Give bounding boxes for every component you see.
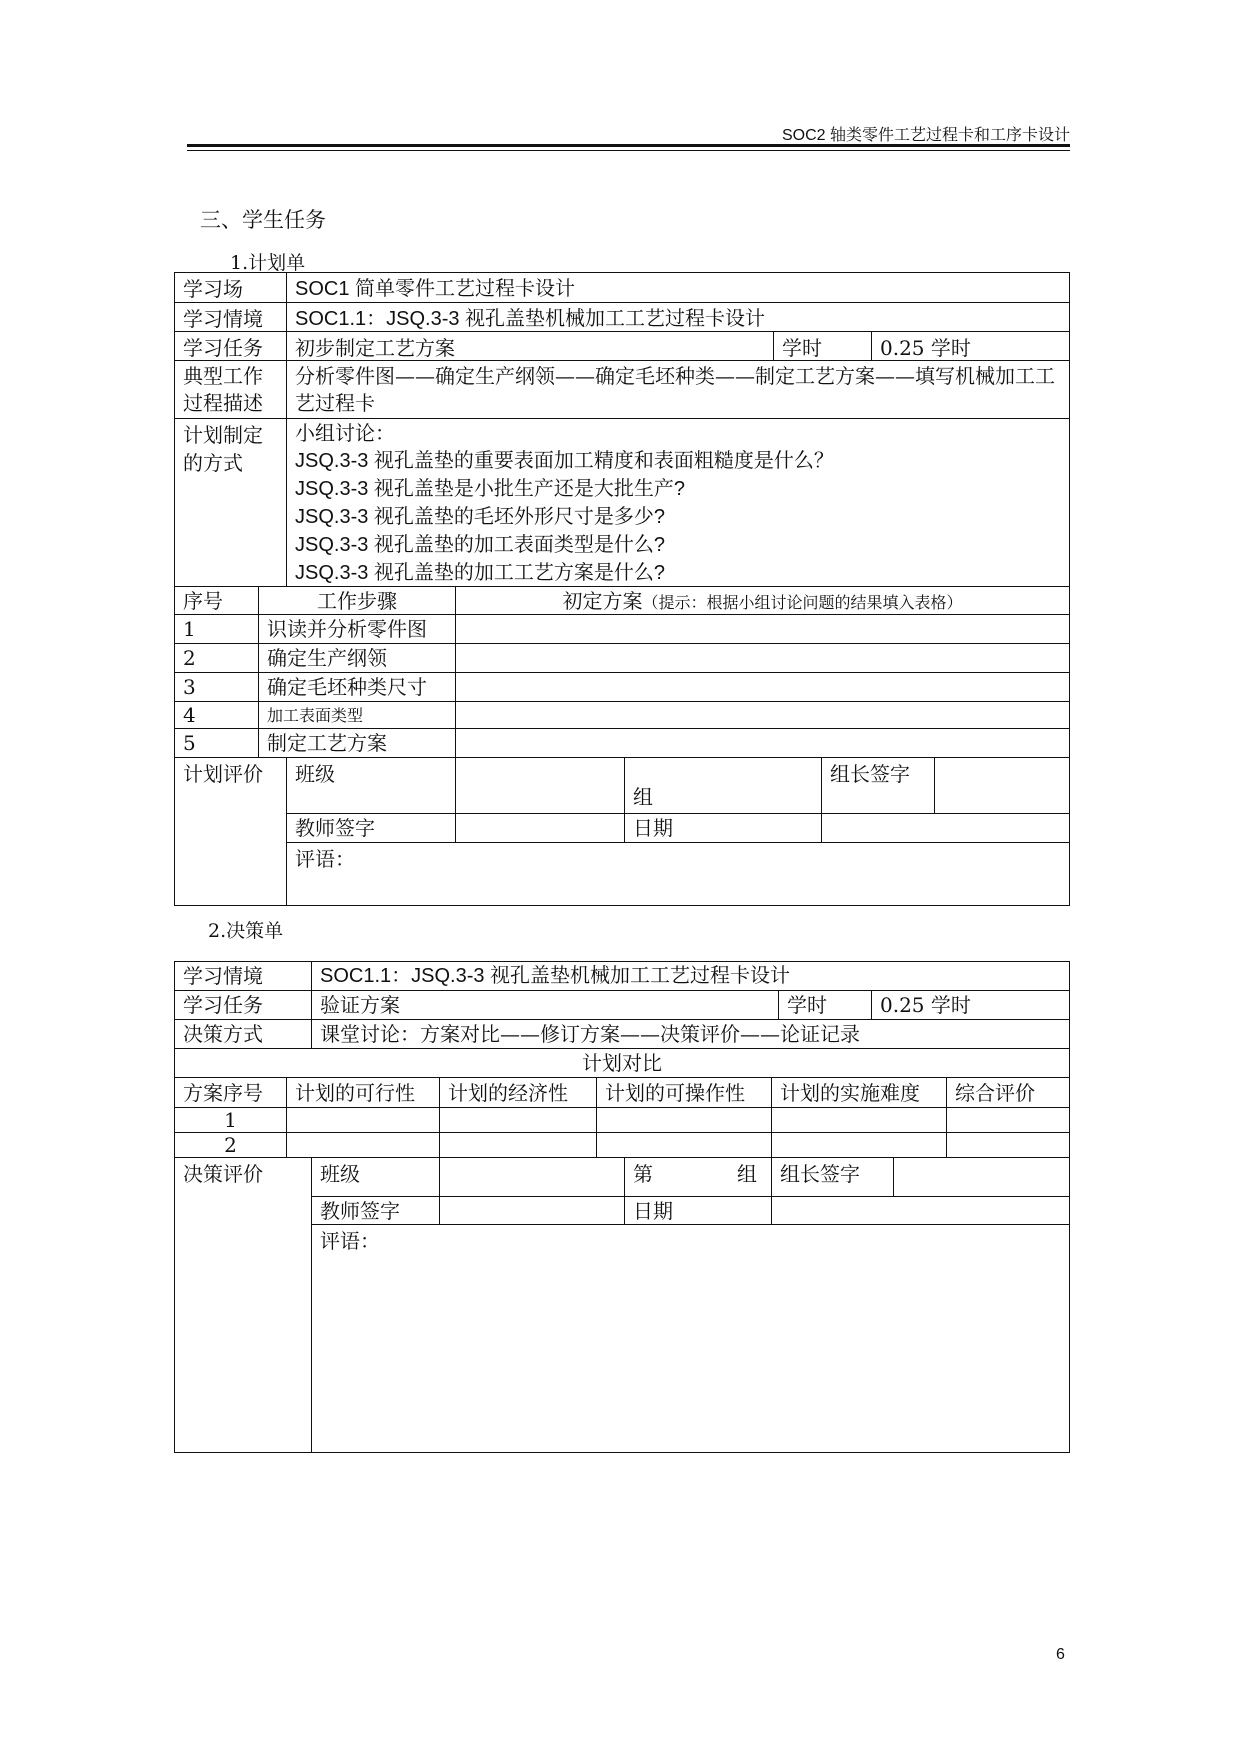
dec-eval-label: 决策评价 xyxy=(175,1158,312,1452)
method-line: JSQ.3-3 视孔盖垫的毛坯外形尺寸是多少? xyxy=(295,506,666,528)
step-name: 制定工艺方案 xyxy=(259,729,456,758)
dec-date-value[interactable] xyxy=(772,1197,1069,1225)
plan-group-cell xyxy=(625,758,822,814)
method-line: JSQ.3-3 视孔盖垫是小批生产还是大批生产? xyxy=(295,478,686,500)
step-no: 2 xyxy=(175,644,259,673)
dec-group-prefix: 第 xyxy=(633,1162,653,1186)
plan-class-value[interactable] xyxy=(456,758,625,814)
compare-col-header: 综合评价 xyxy=(947,1078,1069,1108)
compare-col-header: 计划的经济性 xyxy=(440,1078,597,1108)
step-no: 1 xyxy=(175,615,259,644)
method-label: 计划制定的方式 xyxy=(175,419,287,587)
plan-date-value[interactable] xyxy=(822,814,1069,843)
compare-cell[interactable] xyxy=(947,1108,1069,1133)
dec-leader-label: 组长签字 xyxy=(772,1158,894,1197)
dec-situation-value: SOC1.1：JSQ.3-3 视孔盖垫机械加工工艺过程卡设计 xyxy=(312,962,1069,991)
dec-method-value: 课堂讨论：方案对比——修订方案——决策评价——论证记录 xyxy=(312,1020,1069,1049)
process-value: 分析零件图——确定生产纲领——确定毛坯种类——制定工艺方案——填写机械加工工艺过程卡 xyxy=(287,361,1069,419)
decision-table xyxy=(174,961,1070,1453)
plan-leader-label: 组长签字 xyxy=(822,758,935,814)
plan-heading: 1.计划单 xyxy=(230,252,306,274)
section-title: 三、学生任务 xyxy=(200,208,326,232)
compare-col-header: 方案序号 xyxy=(175,1078,287,1108)
field-value: SOC1 简单零件工艺过程卡设计 xyxy=(287,273,1069,303)
compare-col-header: 计划的可操作性 xyxy=(597,1078,772,1108)
step-plan-cell[interactable] xyxy=(456,702,1069,729)
compare-cell[interactable] xyxy=(287,1108,440,1133)
page-number: 6 xyxy=(1056,1646,1065,1663)
method-line: 小组讨论： xyxy=(295,421,395,445)
hours-label: 学时 xyxy=(774,332,872,361)
compare-cell[interactable] xyxy=(597,1133,772,1158)
step-no: 5 xyxy=(175,729,259,758)
dec-group-cell xyxy=(625,1158,772,1197)
process-label: 典型工作过程描述 xyxy=(175,361,287,419)
step-name: 识读并分析零件图 xyxy=(259,615,456,644)
dec-situation-label: 学习情境 xyxy=(175,962,312,991)
dec-group-label: 组 xyxy=(737,1162,757,1186)
dec-task-label: 学习任务 xyxy=(175,991,312,1020)
header-rule-thin xyxy=(187,150,1070,151)
compare-cell[interactable] xyxy=(440,1108,597,1133)
method-line: JSQ.3-3 视孔盖垫的加工工艺方案是什么? xyxy=(295,562,666,584)
compare-cell[interactable] xyxy=(287,1133,440,1158)
plan-teacher-label: 教师签字 xyxy=(287,814,456,843)
dec-teacher-label: 教师签字 xyxy=(312,1197,440,1225)
step-no: 3 xyxy=(175,673,259,702)
dec-comment[interactable]: 评语： xyxy=(320,1229,380,1253)
dec-hours-label: 学时 xyxy=(779,991,872,1020)
step-name: 确定毛坯种类尺寸 xyxy=(259,673,456,702)
task-value: 初步制定工艺方案 xyxy=(287,332,774,361)
compare-row-no: 1 xyxy=(175,1108,287,1133)
compare-row-no: 2 xyxy=(175,1133,287,1158)
method-line: JSQ.3-3 视孔盖垫的重要表面加工精度和表面粗糙度是什么？ xyxy=(295,450,834,472)
col-plan-hint: （提示：根据小组讨论问题的结果填入表格） xyxy=(642,593,963,612)
step-name: 加工表面类型 xyxy=(259,702,456,729)
dec-class-value[interactable] xyxy=(440,1158,625,1197)
method-line: JSQ.3-3 视孔盖垫的加工表面类型是什么? xyxy=(295,534,666,556)
header-rule-thick xyxy=(187,144,1070,147)
plan-table xyxy=(174,272,1070,906)
dec-teacher-sign[interactable] xyxy=(440,1197,625,1225)
compare-title: 计划对比 xyxy=(175,1049,1069,1078)
compare-col-header: 计划的可行性 xyxy=(287,1078,440,1108)
compare-col-header: 计划的实施难度 xyxy=(772,1078,947,1108)
plan-comment[interactable]: 评语： xyxy=(295,847,355,871)
col-plan-header xyxy=(456,587,1069,615)
compare-cell[interactable] xyxy=(947,1133,1069,1158)
situation-value: SOC1.1：JSQ.3-3 视孔盖垫机械加工工艺过程卡设计 xyxy=(287,303,1069,332)
step-plan-cell[interactable] xyxy=(456,729,1069,758)
task-label: 学习任务 xyxy=(175,332,287,361)
col-seq-header: 序号 xyxy=(175,587,259,615)
step-no: 4 xyxy=(175,702,259,729)
col-plan-title: 初定方案 xyxy=(562,589,643,613)
step-name: 确定生产纲领 xyxy=(259,644,456,673)
plan-leader-sign[interactable] xyxy=(935,758,1069,814)
decision-heading: 2.决策单 xyxy=(208,920,284,942)
dec-class-label: 班级 xyxy=(312,1158,440,1197)
step-plan-cell[interactable] xyxy=(456,673,1069,702)
plan-class-label: 班级 xyxy=(287,758,456,814)
compare-cell[interactable] xyxy=(440,1133,597,1158)
dec-task-value: 验证方案 xyxy=(312,991,779,1020)
dec-date-label: 日期 xyxy=(625,1197,772,1225)
situation-label: 学习情境 xyxy=(175,303,287,332)
field-label: 学习场 xyxy=(175,273,287,303)
dec-leader-sign[interactable] xyxy=(894,1158,1069,1197)
step-plan-cell[interactable] xyxy=(456,615,1069,644)
dec-hours-value: 0.25 学时 xyxy=(872,991,1069,1020)
plan-date-label: 日期 xyxy=(625,814,822,843)
method-lines xyxy=(287,419,1069,587)
step-plan-cell[interactable] xyxy=(456,644,1069,673)
plan-teacher-sign[interactable] xyxy=(456,814,625,843)
compare-cell[interactable] xyxy=(772,1133,947,1158)
compare-cell[interactable] xyxy=(772,1108,947,1133)
compare-cell[interactable] xyxy=(597,1108,772,1133)
plan-group-label: 组 xyxy=(633,785,653,809)
running-header: SOC2 轴类零件工艺过程卡和工序卡设计 xyxy=(781,127,1070,144)
hours-value: 0.25 学时 xyxy=(872,332,1069,361)
plan-eval-label: 计划评价 xyxy=(175,758,287,905)
col-step-header: 工作步骤 xyxy=(259,587,456,615)
dec-method-label: 决策方式 xyxy=(175,1020,312,1049)
